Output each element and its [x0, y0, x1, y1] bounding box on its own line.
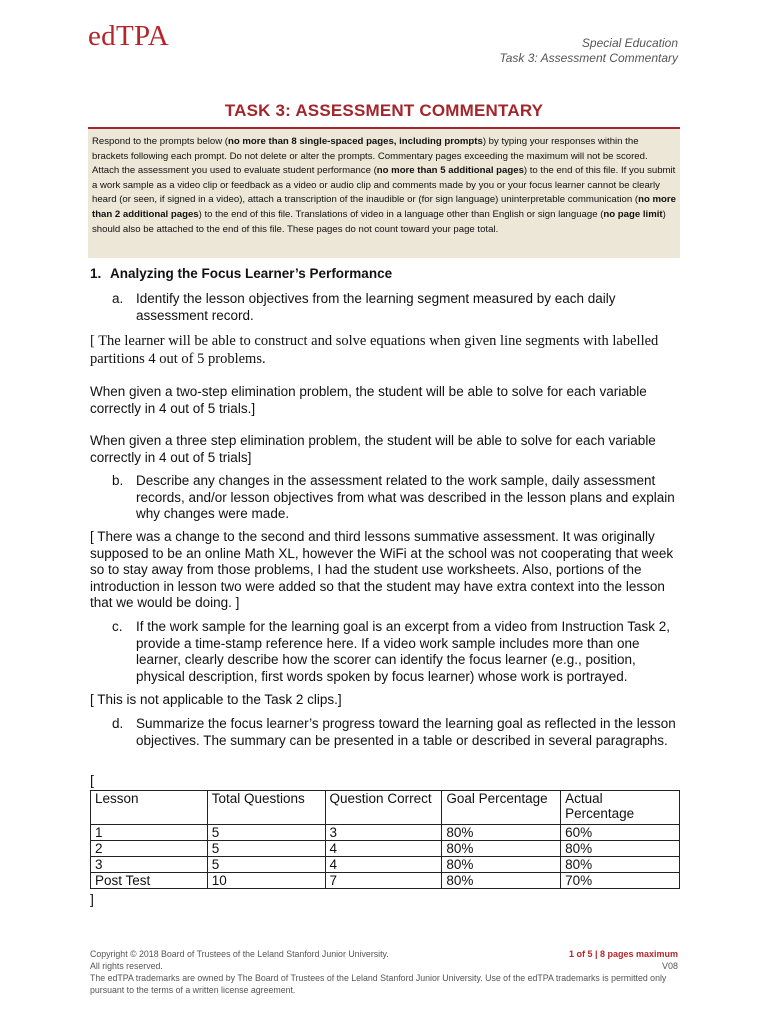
- prompt-b: [112, 473, 682, 523]
- column-header: Goal Percentage: [442, 791, 561, 825]
- version-label: V08: [661, 961, 678, 971]
- response-a-objective-3[interactable]: When given a three step elimination problem, the student will be able to solve for each variable correctly in 4 out of 5 trials]: [90, 433, 656, 465]
- table-header-row: [91, 791, 680, 825]
- section-title: Analyzing the Focus Learner’s Performance: [110, 266, 393, 281]
- response-b[interactable]: [ There was a change to the second and third lessons summative assessment. It was originally supposed to be an online Math XL, however the WiFi at the school was not cooperating that week so to stay away from those problems, I had the student use worksheets. Also, portions of the introduction in lesson two were added so that the student may have extra context into the lesson that we would be doing. ]: [90, 529, 674, 610]
- table-cell: 5: [207, 825, 325, 841]
- table-cell: 7: [325, 873, 442, 889]
- copyright-text: Copyright © 2018 Board of Trustees of the Leland Stanford Junior University.: [90, 949, 389, 959]
- column-header: Total Questions: [207, 791, 325, 825]
- table-cell: 3: [325, 825, 442, 841]
- rights-text: All rights reserved.: [90, 961, 163, 971]
- close-bracket: ]: [90, 891, 94, 907]
- prompt-letter: d.: [112, 716, 124, 731]
- table-cell: 1: [91, 825, 208, 841]
- table-cell: 60%: [561, 825, 680, 841]
- response-a-objective-1[interactable]: [ The learner will be able to construct and solve equations when given line segments with labelled partitions 4 out of 5 problems.: [90, 333, 659, 367]
- trademark-text: The edTPA trademarks are owned by The Board of Trustees of the Leland Stanford Junior University. Use of the edTPA trademarks is permitted only pursuant to the terms of a written license agreement.: [90, 973, 667, 995]
- page-count: 1 of 5 | 8 pages maximum: [568, 949, 678, 959]
- table-row: [91, 841, 680, 857]
- prompt-text: Describe any changes in the assessment related to the work sample, daily assessment records, and/or lesson objectives from what was described in the lesson plans and explain why changes were made.: [136, 473, 675, 521]
- table-cell: 5: [207, 841, 325, 857]
- column-header: Lesson: [91, 791, 208, 825]
- table-cell: 80%: [561, 841, 680, 857]
- column-header: Question Correct: [325, 791, 442, 825]
- open-bracket: [: [90, 772, 94, 788]
- table-cell: 10: [207, 873, 325, 889]
- table-cell: 5: [207, 857, 325, 873]
- prompt-text: If the work sample for the learning goal is an excerpt from a video from Instruction Task 2, provide a time-stamp reference here. If a video work sample includes more than one learner, clearly describe how the scorer can identify the focus learner (e.g., position, physical description, first words spoken by focus learner) whose work is portrayed.: [136, 619, 671, 684]
- section-heading: [90, 266, 392, 281]
- prompt-letter: a.: [112, 291, 124, 306]
- column-header: Actual Percentage: [561, 791, 680, 825]
- table-cell: 80%: [442, 841, 561, 857]
- prompt-letter: c.: [112, 619, 123, 634]
- table-row: [91, 873, 680, 889]
- response-a-objective-2[interactable]: When given a two-step elimination problem, the student will be able to solve for each variable correctly in 4 out of 5 trials.]: [90, 384, 647, 416]
- prompt-c: [112, 619, 682, 685]
- table-cell: 3: [91, 857, 208, 873]
- footer-page-info: [569, 948, 678, 972]
- table-cell: 70%: [561, 873, 680, 889]
- running-header: [499, 36, 678, 66]
- response-c[interactable]: [ This is not applicable to the Task 2 clips.]: [90, 692, 342, 707]
- table-cell: 80%: [442, 857, 561, 873]
- table-row: [91, 825, 680, 841]
- table-cell: 2: [91, 841, 208, 857]
- progress-table: [90, 790, 680, 889]
- table-cell: 80%: [442, 825, 561, 841]
- prompt-text: Summarize the focus learner’s progress toward the learning goal as reflected in the lesson objectives. The summary can be presented in a table or described in several paragraphs.: [136, 716, 676, 748]
- prompt-letter: b.: [112, 473, 124, 488]
- task-label: Task 3: Assessment Commentary: [499, 51, 678, 65]
- edtpa-logo: edTPA: [88, 20, 169, 52]
- page-title: TASK 3: ASSESSMENT COMMENTARY: [224, 101, 544, 120]
- table-cell: 80%: [561, 857, 680, 873]
- table-cell: Post Test: [91, 873, 208, 889]
- section-number: 1.: [90, 266, 102, 281]
- prompt-a: [112, 291, 682, 324]
- prompt-text: Identify the lesson objectives from the learning segment measured by each daily assessment record.: [136, 291, 616, 323]
- instructions-box: Respond to the prompts below (no more than 8 single-spaced pages, including prompts) by typing your responses within the brackets following each prompt. Do not delete or alter the prompts. Commentary pages exceeding the maximum will not be scored. Attach the assessment you used to evaluate student performance (no more than 5 additional pages) to the end of this file. If you submit a work sample as a video clip or feedback as a video or audio clip and comments made by you or your focus learner cannot be clearly heard (or seen, if signed in a video), attach a transcription of the inaudible or (for sign language) uninterpretable communication (no more than 2 additional pages) to the end of this file. Translations of video in a language other than English or sign language (no page limit) should also be attached to the end of this file. These pages do not count toward your page total.: [88, 127, 680, 258]
- prompt-d: [112, 716, 682, 749]
- table-cell: 4: [325, 857, 442, 873]
- table-cell: 4: [325, 841, 442, 857]
- table-cell: 80%: [442, 873, 561, 889]
- table-row: [91, 857, 680, 873]
- field-label: Special Education: [581, 36, 678, 50]
